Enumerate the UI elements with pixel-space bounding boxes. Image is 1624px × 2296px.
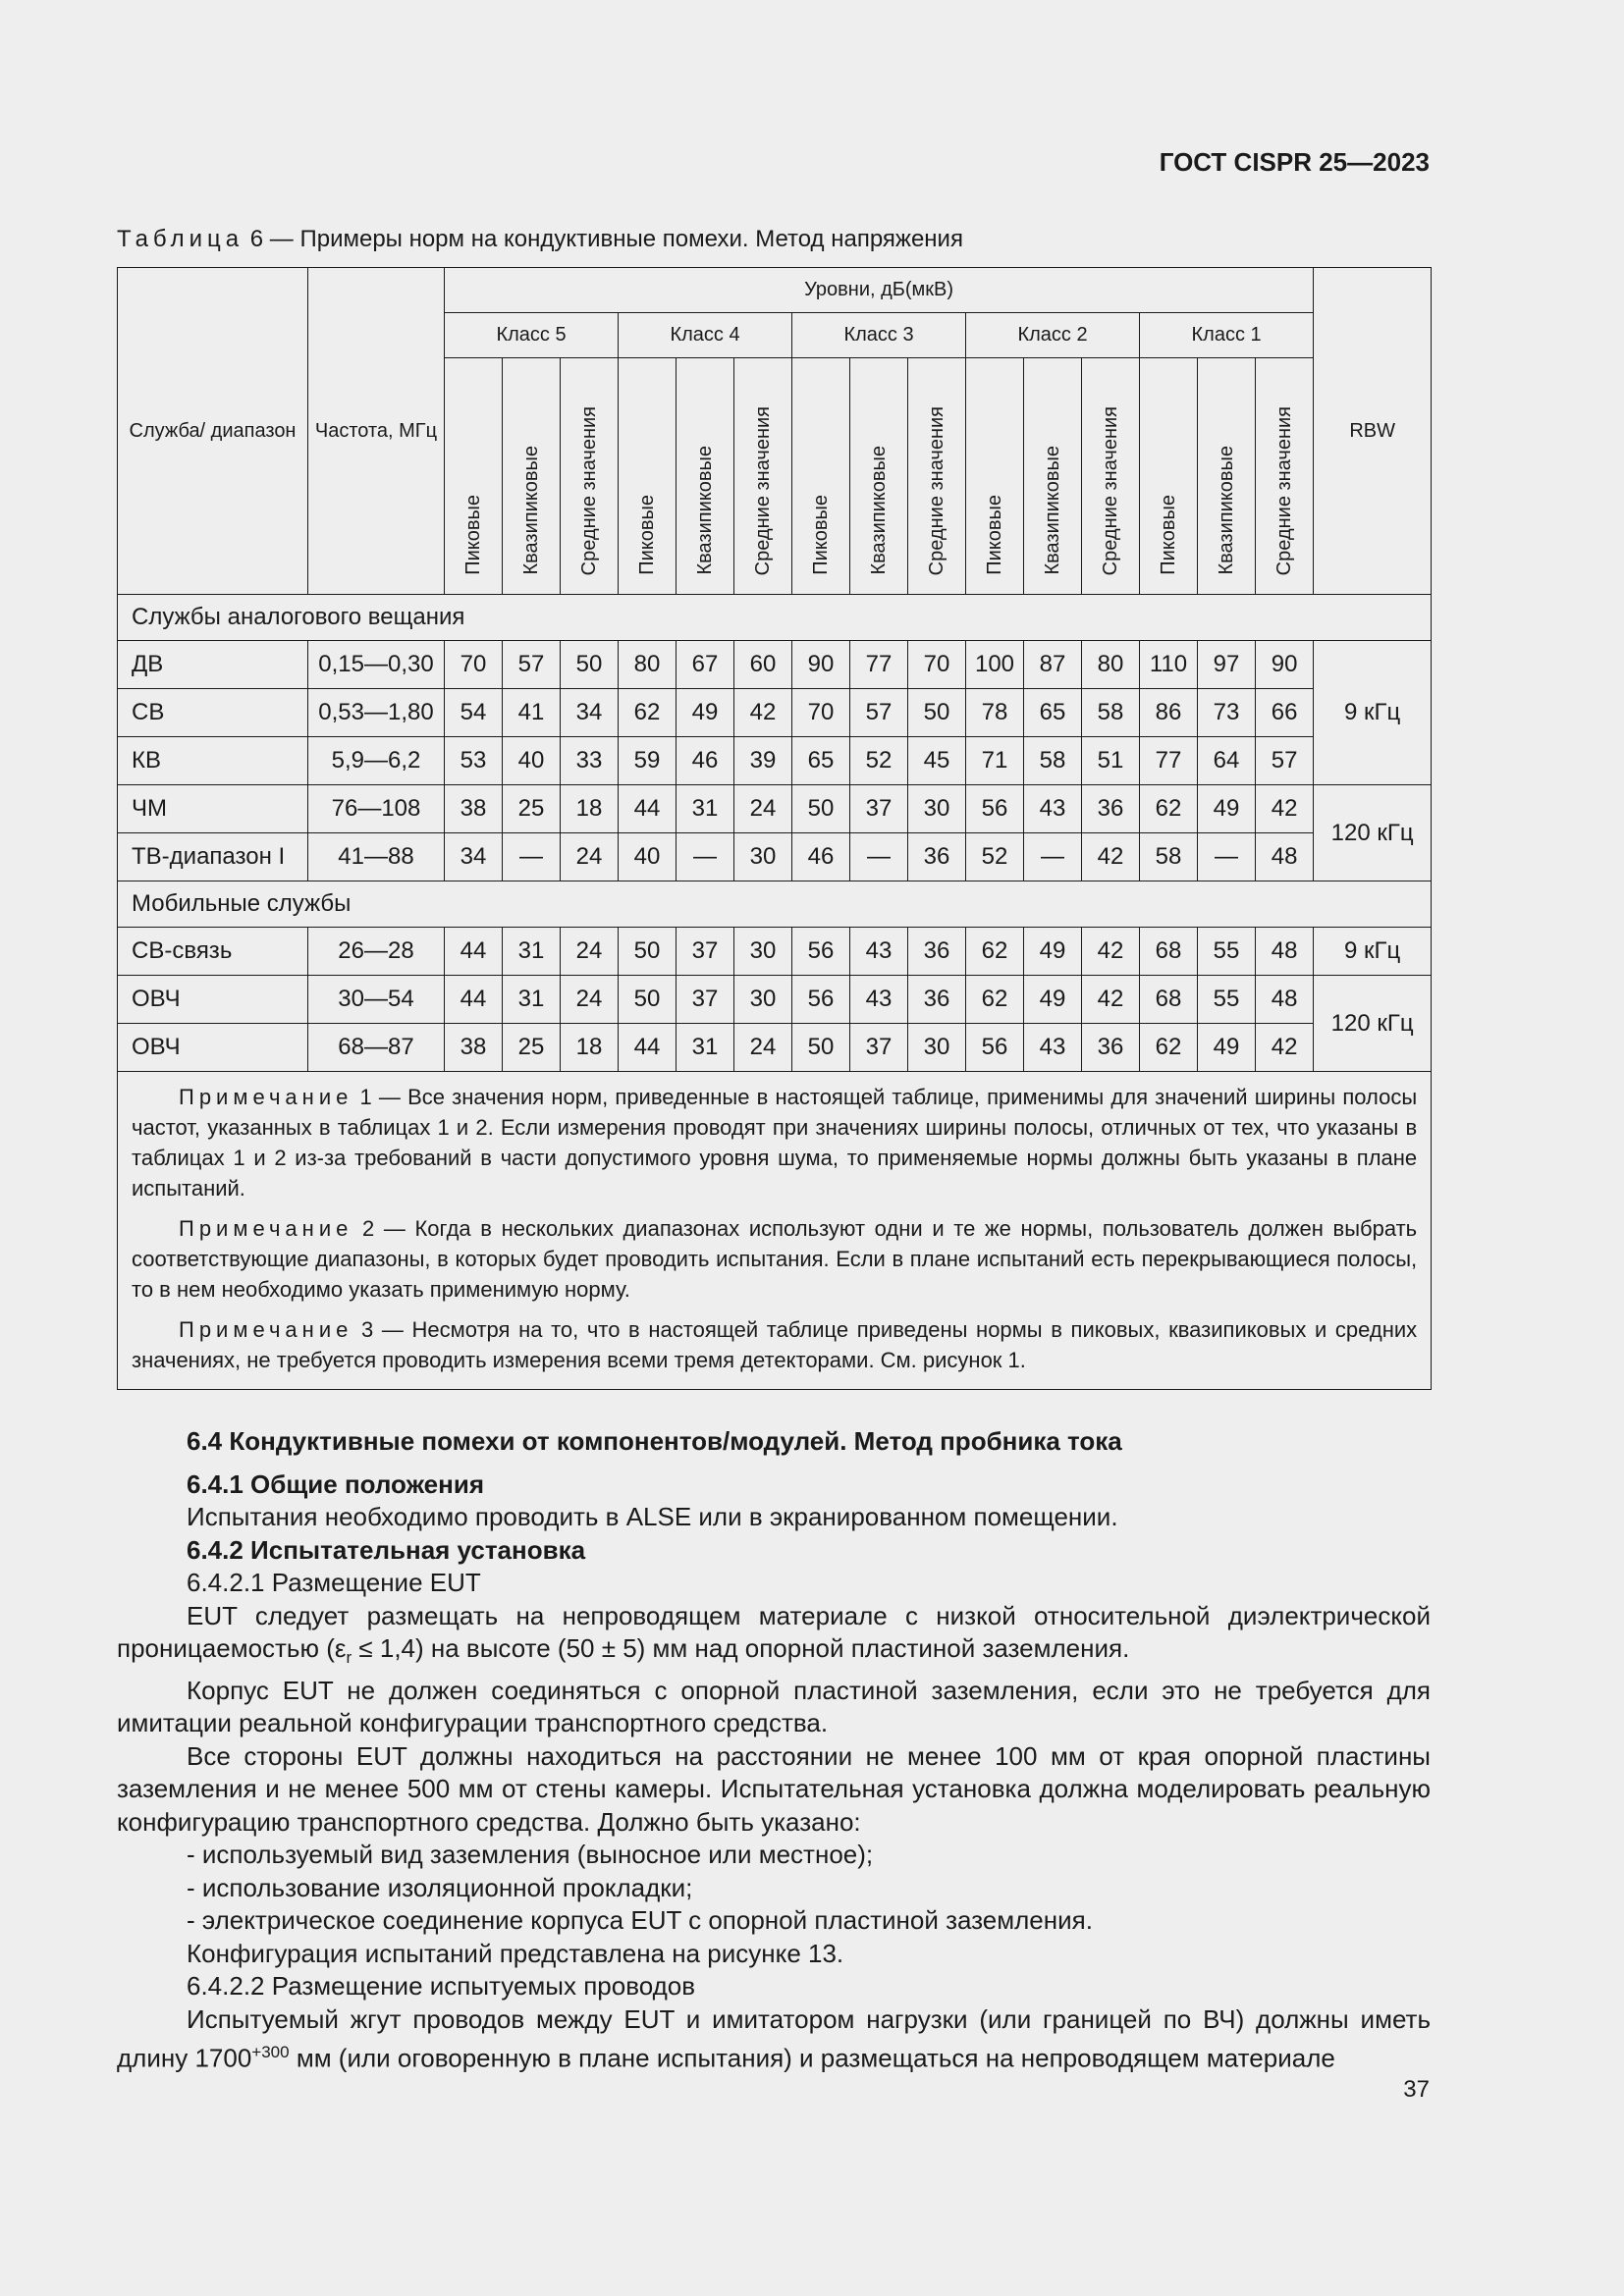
level-value: 49 <box>1198 785 1256 833</box>
frequency: 30—54 <box>308 976 445 1024</box>
class-header: Класс 1 <box>1140 313 1314 358</box>
detector-label: Пиковые <box>1157 495 1179 575</box>
class-header: Класс 4 <box>619 313 792 358</box>
level-value: 65 <box>1024 689 1082 737</box>
rbw-value: 9 кГц <box>1314 928 1432 976</box>
heading-6-4-2-1: 6.4.2.1 Размещение EUT <box>187 1568 481 1597</box>
detector-header <box>908 358 966 595</box>
level-value: 80 <box>1082 641 1140 689</box>
level-value: 60 <box>734 641 792 689</box>
level-value: 100 <box>966 641 1024 689</box>
col-header-service: Служба/ диапазон <box>118 268 308 595</box>
level-value: 97 <box>1198 641 1256 689</box>
level-value: 42 <box>1082 976 1140 1024</box>
level-value: 24 <box>561 833 619 881</box>
detector-header <box>1024 358 1082 595</box>
level-value: 46 <box>792 833 850 881</box>
class-header: Класс 3 <box>792 313 966 358</box>
level-value: 18 <box>561 785 619 833</box>
heading-6-4: 6.4 Кондуктивные помехи от компонентов/модулей. Метод пробника тока <box>187 1426 1122 1456</box>
level-value: 30 <box>734 833 792 881</box>
level-value: 57 <box>503 641 561 689</box>
note <box>132 1213 1417 1305</box>
norms-table <box>117 267 1432 1390</box>
level-value: 50 <box>908 689 966 737</box>
level-value: 56 <box>966 785 1024 833</box>
note-text: 1 — Все значения норм, приведенные в настоящей таблице, применимы для значений ширины полосы частот, указанных в таблицах 1 и 2. Если измерения проводят при значениях ширины полосы, отличных от тех, что указаны в таблицах 1 и 2 из-за требований в части допустимого уровня шума, то применяемые нормы должны быть указаны в плане испытаний. <box>132 1085 1418 1201</box>
level-value: 67 <box>677 641 734 689</box>
detector-label: Средние значения <box>1099 405 1121 575</box>
table-row <box>118 641 1432 689</box>
level-value: 66 <box>1256 689 1314 737</box>
level-value: 42 <box>1256 1024 1314 1072</box>
level-value: 50 <box>619 976 677 1024</box>
table-row <box>118 1024 1432 1072</box>
level-value: 57 <box>850 689 908 737</box>
level-value: — <box>503 833 561 881</box>
level-value: 31 <box>503 976 561 1024</box>
level-value: 31 <box>503 928 561 976</box>
detector-header <box>677 358 734 595</box>
level-value: 62 <box>1140 785 1198 833</box>
level-value: 45 <box>908 737 966 785</box>
level-value: 77 <box>1140 737 1198 785</box>
detector-header <box>792 358 850 595</box>
level-value: 38 <box>445 785 503 833</box>
section-row <box>118 881 1432 928</box>
service-name: КВ <box>118 737 308 785</box>
level-value: 30 <box>734 976 792 1024</box>
detector-label: Средние значения <box>925 405 947 575</box>
table-row <box>118 785 1432 833</box>
level-value: 24 <box>561 928 619 976</box>
level-value: 68 <box>1140 976 1198 1024</box>
rbw-value: 120 кГц <box>1314 785 1432 881</box>
note <box>132 1314 1417 1375</box>
detector-label: Квазипиковые <box>519 446 542 575</box>
level-value: — <box>677 833 734 881</box>
table-row <box>118 689 1432 737</box>
level-value: 24 <box>734 1024 792 1072</box>
detector-label: Средние значения <box>577 405 600 575</box>
level-value: 87 <box>1024 641 1082 689</box>
paragraph: Испытуемый жгут проводов между EUT и имитатором нагрузки (или границей по ВЧ) должны иметь длину $1700^{+300}$ мм (или оговоренную в плане испытания) и размещаться на непроводящем материале <box>117 2003 1431 2073</box>
detector-header <box>619 358 677 595</box>
level-value: 70 <box>908 641 966 689</box>
level-value: 64 <box>1198 737 1256 785</box>
detector-label: Пиковые <box>461 495 484 575</box>
service-name: ЧМ <box>118 785 308 833</box>
detector-label: Квазипиковые <box>1041 446 1063 575</box>
detector-header <box>503 358 561 595</box>
level-value: 49 <box>677 689 734 737</box>
level-value: — <box>1198 833 1256 881</box>
level-value: 43 <box>850 976 908 1024</box>
level-value: 25 <box>503 1024 561 1072</box>
class-header: Класс 2 <box>966 313 1140 358</box>
level-value: 42 <box>734 689 792 737</box>
detector-header <box>734 358 792 595</box>
level-value: 46 <box>677 737 734 785</box>
list-item: - электрическое соединение корпуса EUT с опорной пластиной заземления. <box>187 1905 1093 1936</box>
col-header-freq: Частота, МГц <box>308 268 445 595</box>
level-value: 65 <box>792 737 850 785</box>
service-name: СВ <box>118 689 308 737</box>
level-value: 33 <box>561 737 619 785</box>
service-name: ТВ-диапазон I <box>118 833 308 881</box>
paragraph: Все стороны EUT должны находиться на расстоянии не менее 100 мм от края опорной пластины заземления и не менее 500 мм от стены камеры. Испытательная установка должна моделировать реальную конфигурацию транспортного средства. Должно быть указано: <box>117 1740 1431 1837</box>
level-value: 58 <box>1024 737 1082 785</box>
list-item: - используемый вид заземления (выносное или местное); <box>187 1840 874 1870</box>
level-value: 49 <box>1198 1024 1256 1072</box>
level-value: 77 <box>850 641 908 689</box>
detector-label: Квазипиковые <box>693 446 716 575</box>
service-name: ДВ <box>118 641 308 689</box>
detector-label: Пиковые <box>635 495 658 575</box>
caption-text: 6 — Примеры норм на кондуктивные помехи. Метод напряжения <box>249 226 963 252</box>
service-name: СВ-связь <box>118 928 308 976</box>
frequency: 76—108 <box>308 785 445 833</box>
level-value: 42 <box>1082 833 1140 881</box>
level-value: — <box>850 833 908 881</box>
level-value: 49 <box>1024 976 1082 1024</box>
note-text: 2 — Когда в нескольких диапазонах используют одни и те же нормы, пользователь должен выбрать соответствующие диапазоны, в которых будет проводить испытания. Если в плане испытаний есть перекрывающиеся полосы, то в нем необходимо указать применимую норму. <box>132 1216 1418 1302</box>
level-value: 36 <box>908 928 966 976</box>
level-value: — <box>1024 833 1082 881</box>
level-value: 34 <box>445 833 503 881</box>
level-value: 31 <box>677 1024 734 1072</box>
rbw-value: 120 кГц <box>1314 976 1432 1072</box>
level-value: 50 <box>792 1024 850 1072</box>
detector-header <box>1256 358 1314 595</box>
detector-label: Пиковые <box>809 495 832 575</box>
table-row <box>118 737 1432 785</box>
class-header: Класс 5 <box>445 313 619 358</box>
page-number: 37 <box>1403 2076 1430 2103</box>
detector-label: Средние значения <box>751 405 774 575</box>
level-value: 36 <box>908 976 966 1024</box>
detector-header <box>445 358 503 595</box>
level-value: 36 <box>1082 1024 1140 1072</box>
level-value: 30 <box>734 928 792 976</box>
level-value: 73 <box>1198 689 1256 737</box>
level-value: 37 <box>850 785 908 833</box>
level-value: 36 <box>1082 785 1140 833</box>
document-id: ГОСТ CISPR 25—2023 <box>1159 147 1430 177</box>
heading-6-4-1: 6.4.1 Общие положения <box>187 1468 484 1499</box>
detector-label: Средние значения <box>1272 405 1295 575</box>
level-value: 38 <box>445 1024 503 1072</box>
table-row <box>118 833 1432 881</box>
note-label: Примечание <box>179 1085 353 1109</box>
level-value: 53 <box>445 737 503 785</box>
note-label: Примечание <box>179 1216 353 1241</box>
level-value: 49 <box>1024 928 1082 976</box>
level-value: 31 <box>677 785 734 833</box>
table-row <box>118 928 1432 976</box>
paragraph: Конфигурация испытаний представлена на рисунке 13. <box>187 1938 844 1968</box>
detector-header <box>1140 358 1198 595</box>
level-value: 56 <box>792 976 850 1024</box>
level-value: 25 <box>503 785 561 833</box>
level-value: 43 <box>1024 1024 1082 1072</box>
level-value: 56 <box>966 1024 1024 1072</box>
frequency: 5,9—6,2 <box>308 737 445 785</box>
level-value: 71 <box>966 737 1024 785</box>
level-value: 59 <box>619 737 677 785</box>
paragraph: EUT следует размещать на непроводящем материале с низкой относительной диэлектрической проницаемостью $(\varepsilon_r \le 1,4)$ на высоте (50 ± 5) мм над опорной пластиной заземления. <box>117 1600 1431 1668</box>
level-value: 68 <box>1140 928 1198 976</box>
level-value: 44 <box>619 1024 677 1072</box>
frequency: 26—28 <box>308 928 445 976</box>
level-value: 62 <box>619 689 677 737</box>
level-value: 48 <box>1256 928 1314 976</box>
level-value: 30 <box>908 785 966 833</box>
level-value: 90 <box>1256 641 1314 689</box>
level-value: 57 <box>1256 737 1314 785</box>
col-header-rbw: RBW <box>1314 268 1432 595</box>
level-value: 42 <box>1256 785 1314 833</box>
level-value: 62 <box>1140 1024 1198 1072</box>
section-row <box>118 595 1432 641</box>
level-value: 50 <box>792 785 850 833</box>
level-value: 40 <box>503 737 561 785</box>
level-value: 70 <box>792 689 850 737</box>
note <box>132 1082 1417 1203</box>
level-value: 42 <box>1082 928 1140 976</box>
level-value: 58 <box>1082 689 1140 737</box>
level-value: 56 <box>792 928 850 976</box>
note-text: 3 — Несмотря на то, что в настоящей таблице приведены нормы в пиковых, квазипиковых и средних значениях, не требуется проводить измерения всеми тремя детекторами. См. рисунок 1. <box>132 1317 1418 1372</box>
paragraph: Корпус EUT не должен соединяться с опорной пластиной заземления, если это не требуется для имитации реальной конфигурации транспортного средства. <box>117 1675 1431 1738</box>
level-value: 62 <box>966 976 1024 1024</box>
detector-header <box>1198 358 1256 595</box>
level-value: 50 <box>619 928 677 976</box>
level-value: 58 <box>1140 833 1198 881</box>
level-value: 36 <box>908 833 966 881</box>
body-text <box>117 1425 1431 2075</box>
service-name: ОВЧ <box>118 1024 308 1072</box>
level-value: 24 <box>561 976 619 1024</box>
level-value: 37 <box>850 1024 908 1072</box>
level-value: 52 <box>966 833 1024 881</box>
notes-row <box>118 1072 1432 1390</box>
level-value: 44 <box>445 928 503 976</box>
service-name: ОВЧ <box>118 976 308 1024</box>
detector-header <box>966 358 1024 595</box>
level-value: 90 <box>792 641 850 689</box>
heading-6-4-2-2: 6.4.2.2 Размещение испытуемых проводов <box>187 1971 696 2002</box>
caption-label: Таблица <box>117 226 244 252</box>
level-value: 41 <box>503 689 561 737</box>
frequency: 68—87 <box>308 1024 445 1072</box>
level-value: 70 <box>445 641 503 689</box>
heading-6-4-2: 6.4.2 Испытательная установка <box>187 1534 586 1565</box>
level-value: 44 <box>445 976 503 1024</box>
level-value: 86 <box>1140 689 1198 737</box>
frequency: 41—88 <box>308 833 445 881</box>
level-value: 34 <box>561 689 619 737</box>
level-value: 50 <box>561 641 619 689</box>
level-value: 78 <box>966 689 1024 737</box>
detector-label: Пиковые <box>983 495 1005 575</box>
level-value: 44 <box>619 785 677 833</box>
level-value: 37 <box>677 976 734 1024</box>
level-value: 55 <box>1198 928 1256 976</box>
detector-label: Квазипиковые <box>1215 446 1237 575</box>
notes <box>118 1072 1432 1390</box>
level-value: 48 <box>1256 833 1314 881</box>
frequency: 0,53—1,80 <box>308 689 445 737</box>
list-item: - использование изоляционной прокладки; <box>187 1872 693 1902</box>
rbw-value: 9 кГц <box>1314 641 1432 785</box>
level-value: 39 <box>734 737 792 785</box>
level-value: 48 <box>1256 976 1314 1024</box>
level-value: 54 <box>445 689 503 737</box>
level-value: 18 <box>561 1024 619 1072</box>
level-value: 52 <box>850 737 908 785</box>
detector-label: Квазипиковые <box>867 446 890 575</box>
level-value: 51 <box>1082 737 1140 785</box>
frequency: 0,15—0,30 <box>308 641 445 689</box>
level-value: 62 <box>966 928 1024 976</box>
note-label: Примечание <box>179 1317 353 1342</box>
level-value: 55 <box>1198 976 1256 1024</box>
paragraph: Испытания необходимо проводить в ALSE или в экранированном помещении. <box>187 1502 1118 1531</box>
level-value: 30 <box>908 1024 966 1072</box>
table-caption <box>117 226 963 253</box>
detector-header <box>850 358 908 595</box>
col-header-levels: Уровни, дБ(мкВ) <box>445 268 1314 313</box>
level-value: 110 <box>1140 641 1198 689</box>
level-value: 40 <box>619 833 677 881</box>
section-title: Мобильные службы <box>118 881 1432 928</box>
table-row <box>118 976 1432 1024</box>
detector-header <box>1082 358 1140 595</box>
detector-header <box>561 358 619 595</box>
level-value: 80 <box>619 641 677 689</box>
level-value: 24 <box>734 785 792 833</box>
section-title: Службы аналогового вещания <box>118 595 1432 641</box>
level-value: 37 <box>677 928 734 976</box>
level-value: 43 <box>850 928 908 976</box>
level-value: 43 <box>1024 785 1082 833</box>
